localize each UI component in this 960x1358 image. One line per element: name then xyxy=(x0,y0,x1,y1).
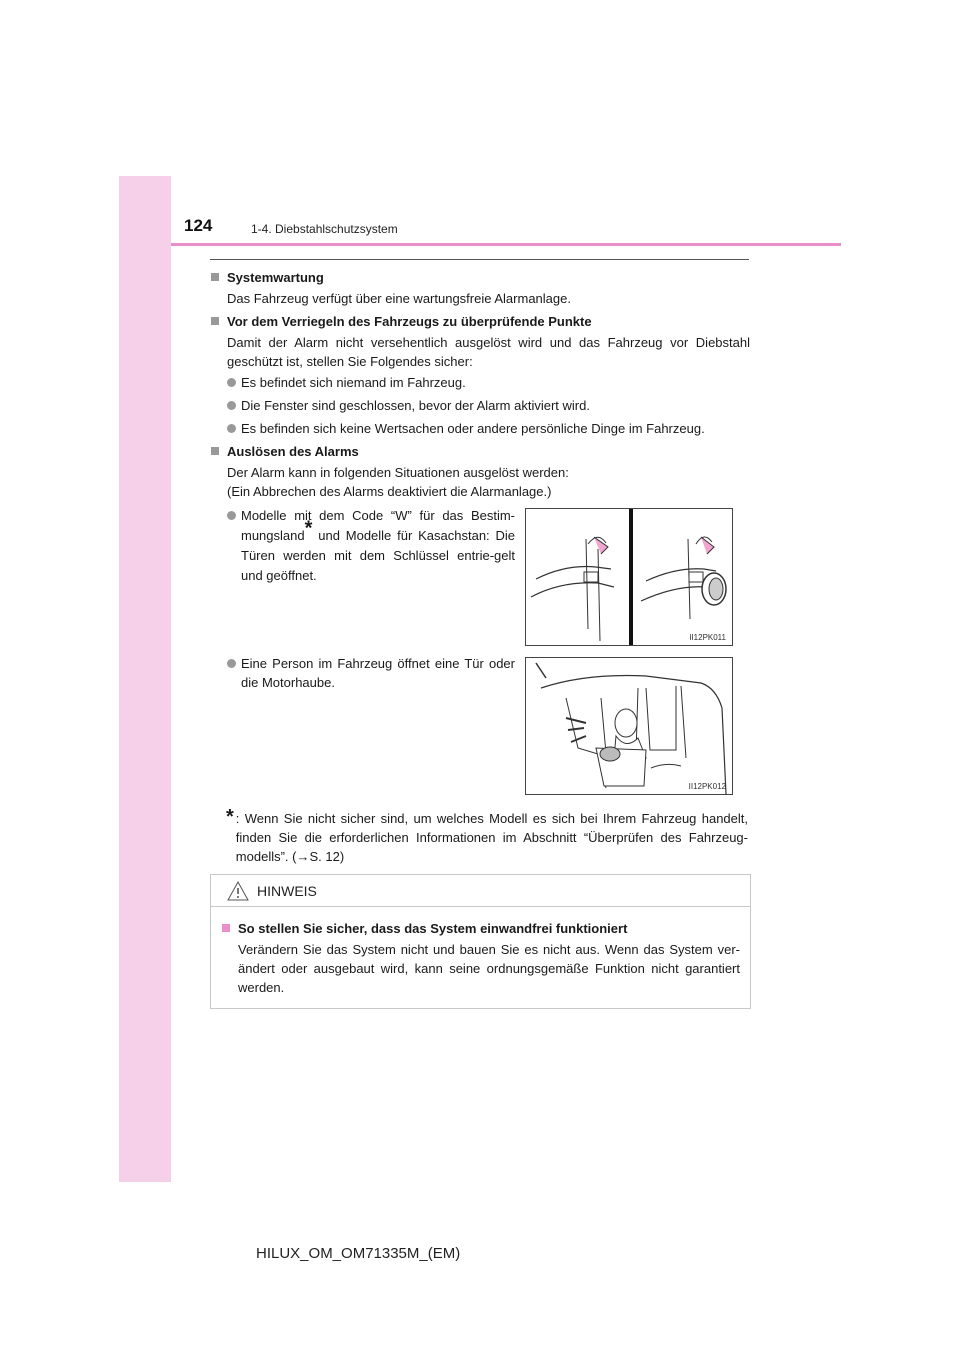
figure-door-key xyxy=(525,508,733,646)
circle-bullet-icon xyxy=(227,378,236,387)
square-bullet-icon xyxy=(222,924,230,932)
header-rule xyxy=(171,243,841,246)
person-in-car-illustration xyxy=(526,658,732,794)
circle-bullet-icon xyxy=(227,511,236,520)
footnote-mark: * xyxy=(226,806,234,828)
figure-code: II12PK011 xyxy=(689,633,726,642)
list-item: Modelle mit dem Code “W” für das Bestim-mungsland* und Modelle für Kasachstan: Die Türen werden mit dem Schlüssel entrie-gelt und geöffnet. xyxy=(227,506,515,586)
list-item: Es befinden sich keine Wertsachen oder andere persönliche Dinge im Fahrzeug. xyxy=(227,419,749,438)
notice-text: Verändern Sie das System nicht und bauen Sie es nicht aus. Wenn das System ver-ändert oder ausgebaut wird, kann seine ordnungsgemäße Funktion nicht garantiert werden. xyxy=(238,942,740,995)
section-text: Das Fahrzeug verfügt über eine wartungsfreie Alarmanlage. xyxy=(227,291,571,306)
square-bullet-icon xyxy=(211,273,219,281)
circle-bullet-icon xyxy=(227,401,236,410)
section-text: Der Alarm kann in folgenden Situationen ausgelöst werden: xyxy=(227,465,569,480)
footnote-text: : Wenn Sie nicht sicher sind, um welches Modell es sich bei Ihrem Fahrzeug handelt, finden Sie die erforderlichen Informationen im Abschnitt “Überprüfen des Fahrzeug-modells”. (→S. 12) xyxy=(235,811,748,864)
page-number: 124 xyxy=(184,216,213,235)
door-key-illustration xyxy=(526,509,732,645)
notice-header xyxy=(211,875,750,907)
section-systemwartung xyxy=(210,268,750,308)
section-heading: Vor dem Verriegeln des Fahrzeugs zu überprüfende Punkte xyxy=(210,312,750,331)
section-text: Damit der Alarm nicht versehentlich ausgelöst wird und das Fahrzeug vor Diebstahl geschützt ist, stellen Sie Folgendes sicher: xyxy=(227,335,750,369)
square-bullet-icon xyxy=(211,447,219,455)
figure-person-opens-door xyxy=(525,657,733,795)
section-pruefpunkte xyxy=(210,312,750,371)
list-item: Es befindet sich niemand im Fahrzeug. xyxy=(227,373,749,392)
list-item: Die Fenster sind geschlossen, bevor der Alarm aktiviert wird. xyxy=(227,396,749,415)
section-heading: Auslösen des Alarms xyxy=(210,442,750,461)
figure-code: II12PK012 xyxy=(688,782,726,791)
circle-bullet-icon xyxy=(227,424,236,433)
section-heading: Systemwartung xyxy=(210,268,750,287)
warning-triangle-icon xyxy=(227,881,249,901)
footnote xyxy=(226,806,748,866)
notice-heading: So stellen Sie sicher, dass das System einwandfrei funktioniert xyxy=(221,919,740,938)
notice-label: HINWEIS xyxy=(257,882,317,899)
section-rule xyxy=(210,259,749,260)
chapter-title: 1-4. Diebstahlschutzsystem xyxy=(251,222,398,236)
side-color-band xyxy=(119,176,171,1182)
footer-document-code: HILUX_OM_OM71335M_(EM) xyxy=(256,1245,461,1262)
list-item: Eine Person im Fahrzeug öffnet eine Tür oder die Motorhaube. xyxy=(227,654,515,692)
notice-body xyxy=(211,907,750,997)
section-text: (Ein Abbrechen des Alarms deaktiviert die Alarmanlage.) xyxy=(227,484,552,499)
square-bullet-icon xyxy=(211,317,219,325)
notice-box xyxy=(210,874,751,1009)
section-alarm-ausloesen xyxy=(210,442,750,501)
circle-bullet-icon xyxy=(227,659,236,668)
